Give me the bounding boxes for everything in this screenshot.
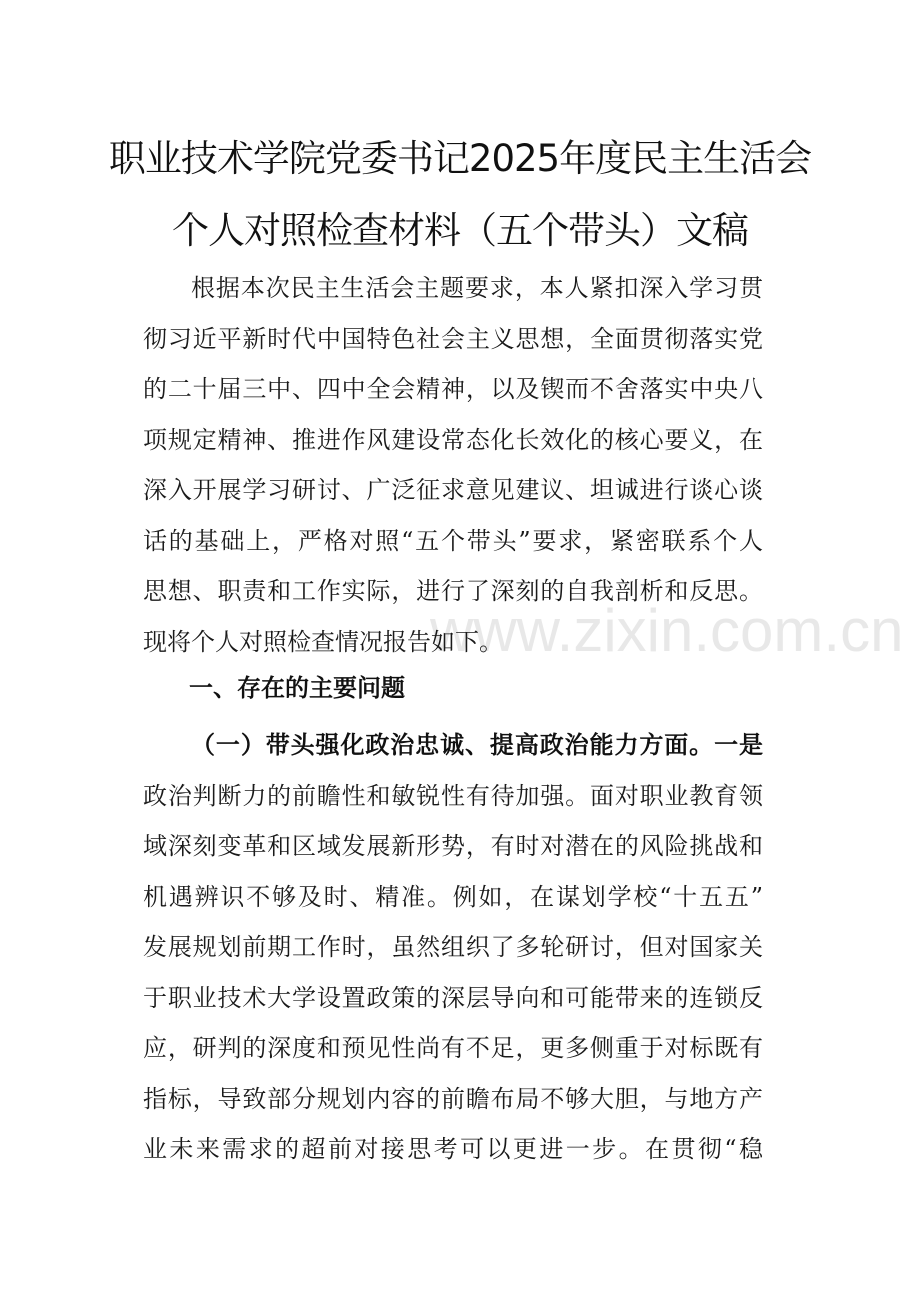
paragraph-line: 根据本次民主生活会主题要求，本人紧扣深入学习贯 [191,274,763,302]
paragraph-line: 现将个人对照检查情况报告如下。 [143,627,503,656]
paragraph-line: 域深刻变革和区域发展新形势，有时对潜在的风险挑战和 [143,832,763,860]
document-title-line-2: 个人对照检查材料（五个带头）文稿 [172,209,748,252]
paragraph-line: 思想、职责和工作实际，进行了深刻的自我剖析和反思。 [143,577,763,605]
paragraph-line: 深入开展学习研讨、广泛征求意见建议、坦诚进行谈心谈 [143,476,763,504]
paragraph-line: 项规定精神、推进作风建设常态化长效化的核心要义，在 [143,425,763,454]
watermark: www.zixin.com.cn [430,597,904,664]
paragraph-line: 业未来需求的超前对接思考可以更进一步。在贯彻“稳 [143,1135,763,1163]
problem-paragraph [143,720,763,1175]
paragraph-line: 政治判断力的前瞻性和敏锐性有待加强。面对职业教育领 [143,781,763,810]
paragraph-line: 指标，导致部分规划内容的前瞻布局不够大胆，与地方产 [143,1084,763,1113]
paragraph-line: 于职业技术大学设置政策的深层导向和可能带来的连锁反 [143,983,763,1012]
section-heading: 一、存在的主要问题 [189,674,405,702]
paragraph-line: 彻习近平新时代中国特色社会主义思想，全面贯彻落实党 [143,324,763,353]
paragraph-line: 应，研判的深度和预见性尚有不足，更多侧重于对标既有 [143,1034,763,1062]
document-title-line-1: 职业技术学院党委书记2025年度民主生活会 [108,137,812,180]
paragraph-line: 话的基础上，严格对照“五个带头”要求，紧密联系个人 [143,526,763,555]
paragraph-line: 的二十届三中、四中全会精神，以及锲而不舍落实中央八 [143,375,763,403]
paragraph-line: 发展规划前期工作时，虽然组织了多轮研讨，但对国家关 [143,933,763,961]
intro-paragraph [143,263,763,667]
paragraph-line: 机遇辨识不够及时、精准。例如，在谋划学校“十五五” [143,882,763,911]
paragraph-bold-lead: （一）带头强化政治忠诚、提高政治能力方面。一是 [191,731,763,759]
